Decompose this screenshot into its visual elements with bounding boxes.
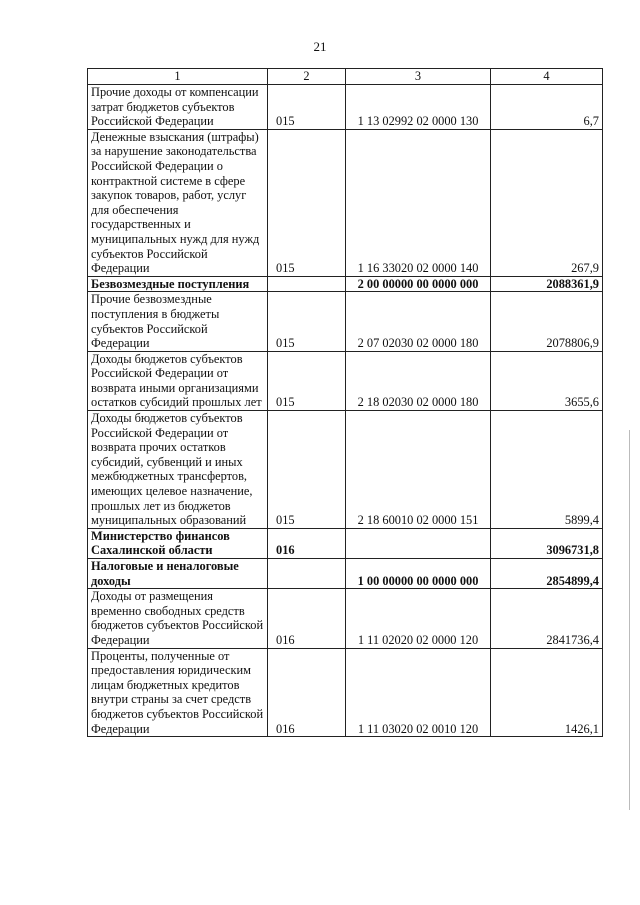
row-code-cell bbox=[268, 559, 346, 589]
row-kbk-cell: 1 11 02020 02 0000 120 bbox=[346, 589, 491, 648]
row-name-cell: Доходы бюджетов субъектов Российской Федерации от возврата прочих остатков субсидий, субвенций и иных межбюджетных трансфертов, имеющих целевое назначение, прошлых лет из бюджетов муниципальных образований bbox=[88, 411, 268, 529]
column-header: 1 bbox=[88, 69, 268, 85]
column-header: 3 bbox=[346, 69, 491, 85]
row-code-cell: 016 bbox=[268, 648, 346, 737]
row-amount-cell: 2078806,9 bbox=[491, 292, 603, 351]
row-name-cell: Прочие доходы от компенсации затрат бюджетов субъектов Российской Федерации bbox=[88, 85, 268, 130]
row-kbk-cell: 2 18 02030 02 0000 180 bbox=[346, 351, 491, 410]
table-row bbox=[88, 559, 603, 589]
column-number-header-row bbox=[88, 69, 603, 85]
row-amount-cell: 3655,6 bbox=[491, 351, 603, 410]
row-name-cell: Министерство финансов Сахалинской области bbox=[88, 528, 268, 558]
row-kbk-cell: 2 00 00000 00 0000 000 bbox=[346, 276, 491, 292]
row-code-cell: 016 bbox=[268, 589, 346, 648]
revenue-table bbox=[87, 68, 603, 737]
row-amount-cell: 1426,1 bbox=[491, 648, 603, 737]
row-kbk-cell bbox=[346, 528, 491, 558]
row-amount-cell: 3096731,8 bbox=[491, 528, 603, 558]
table-row bbox=[88, 276, 603, 292]
row-amount-cell: 6,7 bbox=[491, 85, 603, 130]
row-name-cell: Налоговые и неналоговые доходы bbox=[88, 559, 268, 589]
row-name-cell: Проценты, полученные от предоставления юридическим лицам бюджетных кредитов внутри страны за счет средств бюджетов субъектов Российской Федерации bbox=[88, 648, 268, 737]
column-header: 2 bbox=[268, 69, 346, 85]
row-name-cell: Прочие безвозмездные поступления в бюджеты субъектов Российской Федерации bbox=[88, 292, 268, 351]
row-name-cell: Безвозмездные поступления bbox=[88, 276, 268, 292]
table-row bbox=[88, 85, 603, 130]
row-kbk-cell: 1 16 33020 02 0000 140 bbox=[346, 129, 491, 276]
row-kbk-cell: 2 07 02030 02 0000 180 bbox=[346, 292, 491, 351]
row-kbk-cell: 1 11 03020 02 0010 120 bbox=[346, 648, 491, 737]
row-kbk-cell: 1 13 02992 02 0000 130 bbox=[346, 85, 491, 130]
row-amount-cell: 2841736,4 bbox=[491, 589, 603, 648]
row-name-cell: Доходы бюджетов субъектов Российской Федерации от возврата иными организациями остатков субсидий прошлых лет bbox=[88, 351, 268, 410]
row-code-cell: 015 bbox=[268, 129, 346, 276]
table-row bbox=[88, 648, 603, 737]
page-number: 21 bbox=[313, 39, 327, 54]
table-row bbox=[88, 589, 603, 648]
table-row bbox=[88, 411, 603, 529]
row-code-cell: 015 bbox=[268, 411, 346, 529]
row-amount-cell: 267,9 bbox=[491, 129, 603, 276]
row-amount-cell: 2088361,9 bbox=[491, 276, 603, 292]
table-row bbox=[88, 351, 603, 410]
row-name-cell: Денежные взыскания (штрафы) за нарушение законодательства Российской Федерации о контрактной системе в сфере закупок товаров, работ, услуг для обеспечения государственных и муниципальных нужд для нужд субъектов Российской Федерации bbox=[88, 129, 268, 276]
row-code-cell: 015 bbox=[268, 351, 346, 410]
row-code-cell: 016 bbox=[268, 528, 346, 558]
row-code-cell: 015 bbox=[268, 85, 346, 130]
column-header: 4 bbox=[491, 69, 603, 85]
table-row bbox=[88, 528, 603, 558]
row-name-cell: Доходы от размещения временно свободных средств бюджетов субъектов Российской Федерации bbox=[88, 589, 268, 648]
row-code-cell: 015 bbox=[268, 292, 346, 351]
row-amount-cell: 2854899,4 bbox=[491, 559, 603, 589]
table-row bbox=[88, 129, 603, 276]
row-kbk-cell: 1 00 00000 00 0000 000 bbox=[346, 559, 491, 589]
row-kbk-cell: 2 18 60010 02 0000 151 bbox=[346, 411, 491, 529]
scan-edge-line bbox=[629, 430, 630, 810]
table-row bbox=[88, 292, 603, 351]
row-code-cell bbox=[268, 276, 346, 292]
row-amount-cell: 5899,4 bbox=[491, 411, 603, 529]
